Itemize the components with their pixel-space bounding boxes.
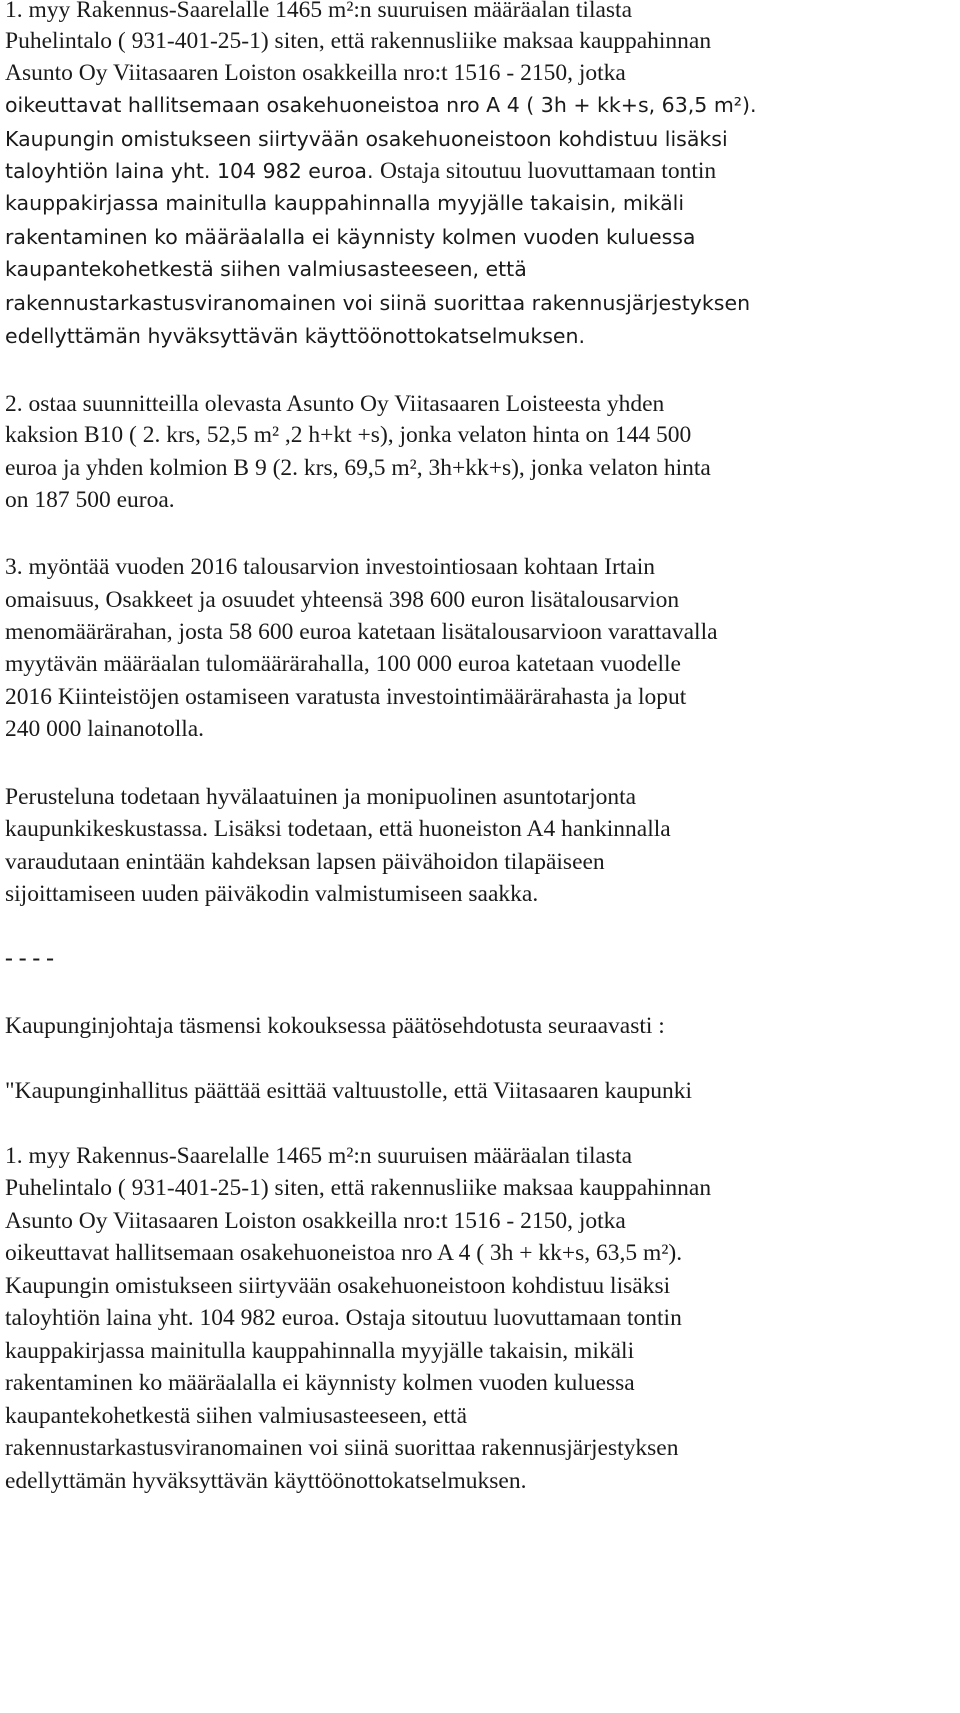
text-span: kauppakirjassa mainitulla kauppahinnalla myyjälle takaisin, mikäli (5, 191, 685, 215)
text-line (5, 91, 757, 119)
text-span: Asunto Oy Viitasaaren Loiston osakkeilla nro:t 1516 - 2150, jotka (5, 60, 626, 86)
text-line (5, 1174, 711, 1202)
text-span: Puhelintalo ( 931-401-25-1) siten, että rakennusliike maksaa kauppahinnan (5, 28, 712, 54)
text-span: kaupunkikeskustassa. Lisäksi todetaan, että huoneiston A4 hankinnalla (5, 816, 671, 842)
text-span: Ostaja sitoutuu luovuttamaan tontin (379, 158, 717, 184)
text-span: rakentaminen ko määräalalla ei käynnisty kolmen vuoden kuluessa (5, 225, 696, 249)
text-line (5, 1207, 626, 1235)
text-span: 240 000 lainanotolla. (5, 716, 205, 742)
text-span: Asunto Oy Viitasaaren Loiston osakkeilla nro:t 1516 - 2150, jotka (5, 1208, 626, 1234)
text-line (5, 815, 671, 843)
text-span: menomäärärahan, josta 58 600 euroa katetaan lisätalousarvioon varattavalla (5, 619, 718, 645)
text-span: on 187 500 euroa. (5, 487, 175, 513)
text-line (5, 1239, 682, 1267)
text-line (5, 454, 711, 482)
text-line (5, 783, 636, 811)
text-line (5, 1337, 634, 1365)
text-line (5, 848, 605, 876)
text-span: Kaupunginjohtaja täsmensi kokouksessa päätösehdotusta seuraavasti : (5, 1013, 665, 1039)
text-span: taloyhtiön laina yht. 104 982 euroa. (5, 159, 380, 183)
text-span: 3. myöntää vuoden 2016 talousarvion investointiosaan kohtaan Irtain (5, 554, 656, 580)
text-span: oikeuttavat hallitsemaan osakehuoneistoa nro A 4 ( 3h + kk+s, 63,5 m²). (5, 93, 757, 117)
text-line (5, 1434, 678, 1462)
separator-dashes: - - - - (5, 945, 54, 971)
text-line (5, 223, 696, 251)
text-span: edellyttämän hyväksyttävän käyttöönottokatselmuksen. (5, 324, 586, 348)
text-line (5, 157, 716, 185)
text-line (5, 59, 626, 87)
text-span: myytävän määräalan tulomäärärahalla, 100 000 euroa katetaan vuodelle (5, 651, 681, 677)
text-line (5, 1012, 665, 1040)
text-line (5, 1077, 692, 1105)
text-line (5, 683, 686, 711)
text-line (5, 880, 538, 908)
text-span: 2016 Kiinteistöjen ostamiseen varatusta investointimäärärahasta ja loput (5, 684, 687, 710)
text-line (5, 486, 175, 514)
text-span: 1. myy Rakennus-Saarelalle 1465 m²:n suuruisen määräalan tilasta (5, 0, 633, 23)
text-span: omaisuus, Osakkeet ja osuudet yhteensä 398 600 euron lisätalousarvion (5, 587, 680, 613)
text-line (5, 289, 750, 317)
text-span: sijoittamiseen uuden päiväkodin valmistumiseen saakka. (5, 881, 539, 907)
text-line (5, 27, 711, 55)
text-line (5, 189, 684, 217)
text-line (5, 322, 585, 350)
text-line (5, 0, 632, 24)
text-span: 2. ostaa suunnitteilla olevasta Asunto Oy Viitasaaren Loisteesta yhden (5, 391, 665, 417)
text-span: rakennustarkastusviranomainen voi siinä suorittaa rakennusjärjestyksen (5, 1435, 679, 1461)
text-span: kaupantekohetkestä siihen valmiusasteeseen, että (5, 257, 527, 281)
text-span: "Kaupunginhallitus päättää esittää valtuustolle, että Viitasaaren kaupunki (5, 1078, 693, 1104)
text-line (5, 715, 204, 743)
text-span: euroa ja yhden kolmion B 9 (2. krs, 69,5 m², 3h+kk+s), jonka velaton hinta (5, 455, 711, 481)
text-span: rakentaminen ko määräalalla ei käynnisty kolmen vuoden kuluessa (5, 1370, 635, 1396)
text-line (5, 421, 691, 449)
text-span: edellyttämän hyväksyttävän käyttöönottokatselmuksen. (5, 1468, 527, 1494)
text-line (5, 650, 681, 678)
text-line (5, 255, 527, 283)
text-line (5, 553, 655, 581)
text-span: varaudutaan enintään kahdeksan lapsen päivähoidon tilapäiseen (5, 849, 605, 875)
text-line (5, 944, 54, 972)
text-span: Kaupungin omistukseen siirtyvään osakehuoneistoon kohdistuu lisäksi (5, 1273, 671, 1299)
text-span: Kaupungin omistukseen siirtyvään osakehuoneistoon kohdistuu lisäksi (5, 127, 728, 151)
text-line (5, 1402, 467, 1430)
text-line (5, 1142, 632, 1170)
text-span: rakennustarkastusviranomainen voi siinä suorittaa rakennusjärjestyksen (5, 291, 751, 315)
text-line (5, 125, 728, 153)
text-span: Perusteluna todetaan hyvälaatuinen ja monipuolinen asuntotarjonta (5, 784, 637, 810)
text-span: kaksion B10 ( 2. krs, 52,5 m² ,2 h+kt +s), jonka velaton hinta on 144 500 (5, 422, 692, 448)
text-span: kaupantekohetkestä siihen valmiusasteeseen, että (5, 1403, 468, 1429)
text-span: 1. myy Rakennus-Saarelalle 1465 m²:n suuruisen määräalan tilasta (5, 1143, 633, 1169)
text-span: kauppakirjassa mainitulla kauppahinnalla myyjälle takaisin, mikäli (5, 1338, 635, 1364)
text-line (5, 1304, 682, 1332)
text-line (5, 586, 679, 614)
text-line (5, 390, 664, 418)
text-line (5, 1272, 670, 1300)
text-span: oikeuttavat hallitsemaan osakehuoneistoa nro A 4 ( 3h + kk+s, 63,5 m²). (5, 1240, 683, 1266)
text-line (5, 618, 718, 646)
text-span: Puhelintalo ( 931-401-25-1) siten, että rakennusliike maksaa kauppahinnan (5, 1175, 712, 1201)
text-line (5, 1467, 526, 1495)
text-span: taloyhtiön laina yht. 104 982 euroa. Ostaja sitoutuu luovuttamaan tontin (5, 1305, 682, 1331)
text-line (5, 1369, 635, 1397)
